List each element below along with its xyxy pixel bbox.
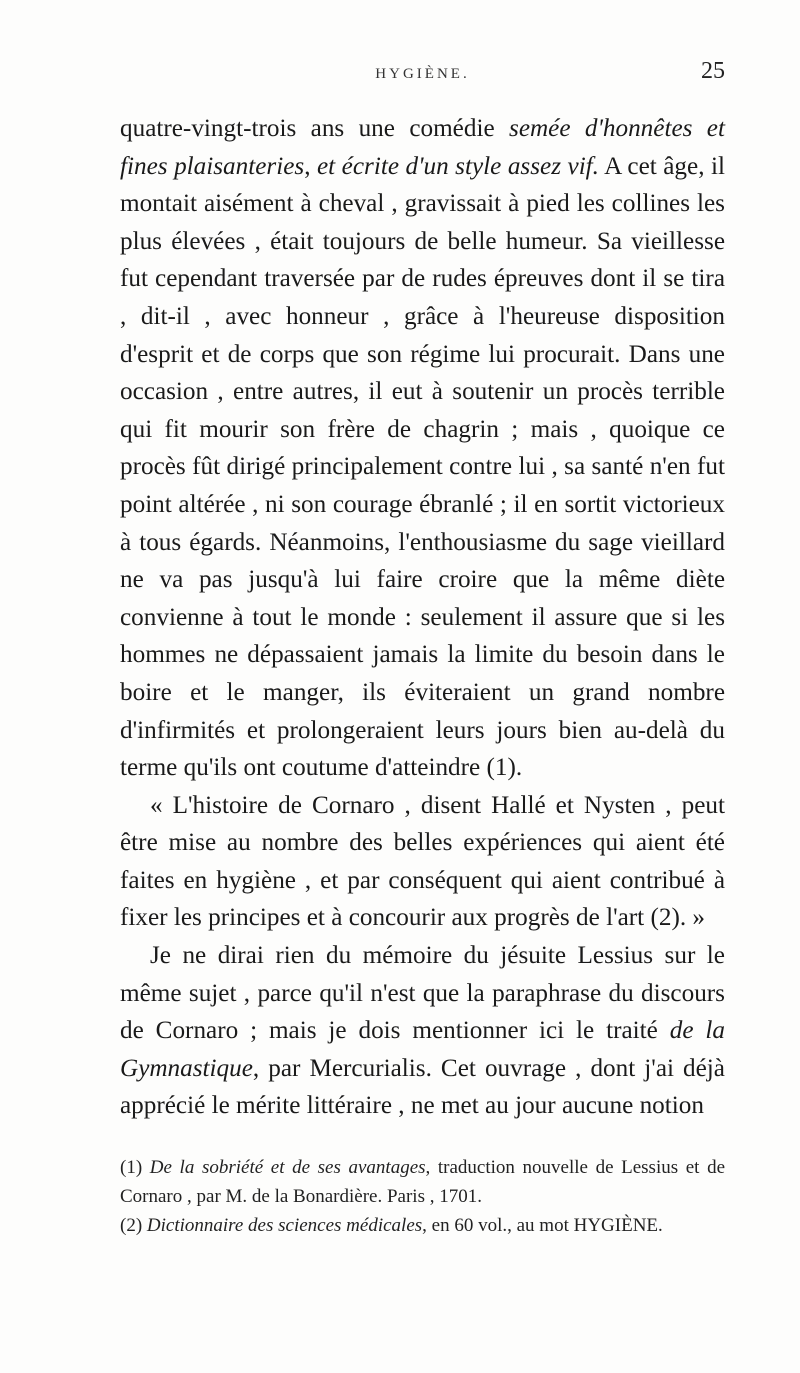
page-header (120, 58, 725, 98)
footnotes (120, 1153, 725, 1240)
paragraph-1 (120, 110, 725, 787)
paragraph-1-italic-b: et écrite d'un style assez vif. (317, 152, 599, 180)
paragraph-3 (120, 937, 725, 1125)
footnote-2 (120, 1211, 725, 1240)
footnote-2-text: , en 60 vol., au mot HYGIÈNE. (422, 1215, 663, 1236)
paragraph-3-text-b: , par Mercurialis. Cet ouvrage , dont j'ai déjà apprécié le mérite littéraire , ne met au jour aucune notion (120, 1054, 725, 1120)
paragraph-1-italic-a: semée d'honnêtes et fines plaisanteries (120, 115, 725, 180)
running-head: HYGIÈNE. (375, 66, 470, 82)
footnote-2-number: (2) (120, 1215, 143, 1236)
footnote-2-title: Dictionnaire des sciences médicales (146, 1215, 423, 1236)
paragraph-2: « L'histoire de Cornaro , disent Hallé et Nysten , peut être mise au nombre des belles expériences qui aient été faites en hygiène , et par conséquent qui aient contribué à fixer les principes et à concourir aux progrès de l'art (2). » (120, 791, 725, 932)
paragraph-1-text-b: , (304, 152, 317, 180)
footnote-1-number: (1) (120, 1157, 143, 1178)
page-number: 25 (701, 58, 725, 84)
paragraph-1-text-c: A cet âge, il montait aisément à cheval , gravissait à pied les collines les plus élevées , était toujours de belle humeur. Sa vieillesse fut cependant traversée par de rudes épreuves dont il se tira , dit-il , avec honneur , grâce à l'heureuse disposition d'esprit et de corps que son régime lui procurait. Dans une occasion , entre autres, il eut à soutenir un procès terrible qui fit mourir son frère de chagrin ; mais , quoique ce procès fût dirigé principalement contre lui , sa santé n'en fut point altérée , ni son courage ébranlé ; il en sortit victorieux à tous égards. Néanmoins, l'enthousiasme du sage vieillard ne va pas jusqu'à lui faire croire que la même diète convienne à tout le monde : seulement il assure que si les hommes ne dépassaient jamais la limite du besoin dans le boire et le manger, ils éviteraient un grand nombre d'infirmités et prolongeraient leurs jours bien au-delà du terme qu'ils ont coutume d'atteindre (1). (120, 152, 725, 782)
paragraph-1-text-a: quatre-vingt-trois ans une comédie (120, 115, 510, 142)
paragraph-3-text-a: Je ne dirai rien du mémoire du jésuite Lessius sur le même sujet , parce qu'il n'est que la paraphrase du discours de Cornaro ; mais je dois mentionner ici le traité (120, 942, 725, 1045)
paragraph-3-italic-a: de la Gymnastique (120, 1017, 725, 1082)
footnote-1 (120, 1153, 725, 1211)
footnote-1-text: , traduction nouvelle de Lessius et de Cornaro , par M. de la Bonardière. Paris , 1701. (120, 1157, 725, 1207)
main-text (120, 110, 725, 1125)
footnote-1-title: De la sobriété et de ses avantages (149, 1157, 426, 1178)
